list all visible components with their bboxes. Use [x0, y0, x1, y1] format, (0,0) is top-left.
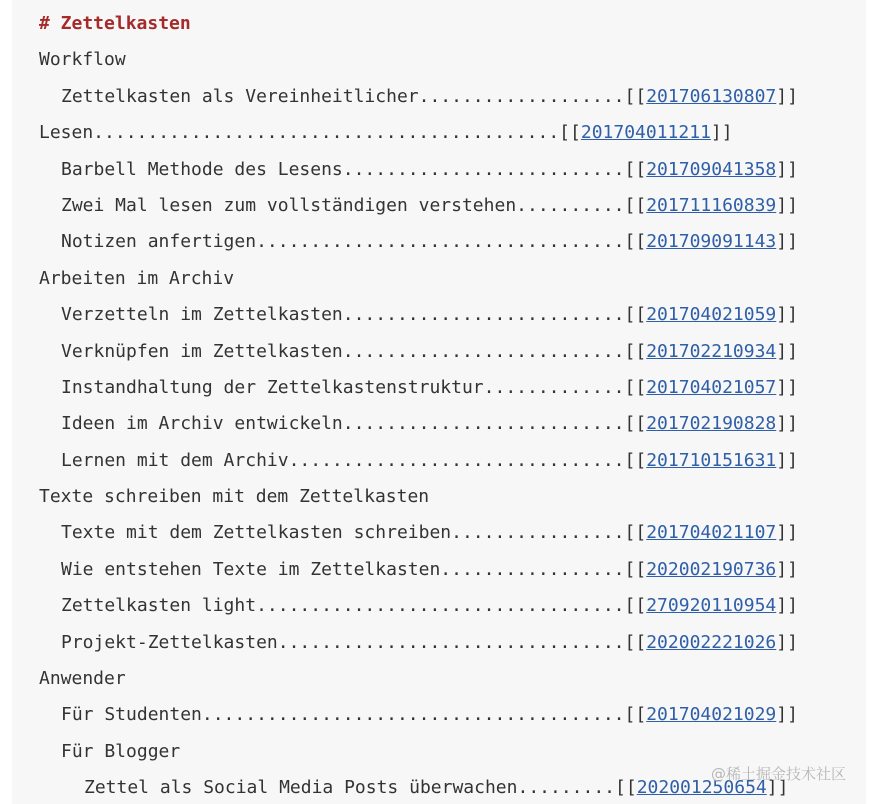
- link-open-bracket: [[: [624, 558, 647, 580]
- list-item: [39, 79, 866, 115]
- note-link[interactable]: 201709091143: [646, 231, 777, 253]
- note-link[interactable]: 201704021029: [646, 704, 777, 726]
- link-close-bracket: ]]: [776, 194, 798, 216]
- note-link[interactable]: 201704021107: [646, 522, 777, 544]
- link-open-bracket: [[: [624, 304, 647, 326]
- entry-text: Instandhaltung der Zettelkastenstruktur.............: [61, 376, 625, 398]
- note-link[interactable]: 201702210934: [646, 340, 777, 362]
- entry-text: Lernen mit dem Archiv...............................: [61, 449, 625, 471]
- link-close-bracket: ]]: [776, 413, 798, 435]
- link-open-bracket: [[: [624, 704, 647, 726]
- section-title-anwender: Anwender: [39, 668, 126, 690]
- note-link[interactable]: 201702190828: [646, 413, 777, 435]
- list-item: [39, 224, 866, 260]
- entry-text: Barbell Methode des Lesens..........................: [61, 158, 625, 180]
- list-item: [39, 370, 866, 406]
- list-item: [39, 697, 866, 733]
- link-close-bracket: ]]: [776, 85, 798, 107]
- link-close-bracket: ]]: [776, 158, 798, 180]
- document-heading: # Zettelkasten: [39, 13, 191, 34]
- subsection-title-blogger: Für Blogger: [61, 740, 181, 762]
- section-title-text: Lesen...........................................: [39, 122, 560, 144]
- link-open-bracket: [[: [615, 777, 637, 799]
- entry-text: Für Studenten.......................................: [61, 704, 625, 726]
- list-item: [39, 515, 866, 551]
- link-close-bracket: ]]: [776, 522, 798, 544]
- list-item: [39, 188, 866, 224]
- entry-text: Verknüpfen im Zettelkasten..........................: [61, 340, 625, 362]
- note-link[interactable]: 201711160839: [646, 194, 777, 216]
- entry-text: Zwei Mal lesen zum vollständigen verstehen..........: [61, 194, 625, 216]
- link-close-bracket: ]]: [776, 449, 798, 471]
- section-title-workflow: Workflow: [39, 49, 126, 71]
- link-open-bracket: [[: [624, 595, 647, 617]
- link-open-bracket: [[: [624, 231, 647, 253]
- entry-text: Zettelkasten light..................................: [61, 595, 625, 617]
- link-open-bracket: [[: [624, 194, 647, 216]
- note-link[interactable]: 201704021057: [646, 376, 777, 398]
- document-body: [39, 6, 866, 804]
- entry-text: Zettel als Social Media Posts überwachen.........: [84, 777, 616, 799]
- link-open-bracket: [[: [624, 449, 647, 471]
- section-title-texte: Texte schreiben mit dem Zettelkasten: [39, 486, 430, 508]
- list-item: [39, 297, 866, 333]
- note-link[interactable]: 201709041358: [646, 158, 777, 180]
- link-close-bracket: ]]: [766, 777, 789, 799]
- note-link[interactable]: 202001250654: [636, 777, 767, 799]
- link-close-bracket: ]]: [776, 631, 798, 653]
- list-item: [39, 625, 866, 661]
- entry-text: Projekt-Zettelkasten................................: [61, 631, 625, 653]
- link-close-bracket: ]]: [776, 376, 798, 398]
- link-close-bracket: ]]: [776, 231, 798, 253]
- link-open-bracket: [[: [624, 340, 647, 362]
- note-link[interactable]: 201710151631: [646, 449, 777, 471]
- note-link[interactable]: 201706130807: [646, 85, 777, 107]
- link-close-bracket: ]]: [776, 558, 798, 580]
- note-link[interactable]: 201704011211: [580, 122, 711, 144]
- entry-text: Notizen anfertigen..................................: [61, 231, 625, 253]
- section-title-arbeiten: Arbeiten im Archiv: [39, 267, 235, 289]
- list-item: [39, 588, 866, 624]
- entry-text: Verzetteln im Zettelkasten..........................: [61, 304, 625, 326]
- list-item: [39, 443, 866, 479]
- link-open-bracket: [[: [624, 158, 647, 180]
- link-open-bracket: [[: [624, 85, 647, 107]
- note-link[interactable]: 202002190736: [646, 558, 777, 580]
- link-close-bracket: ]]: [710, 122, 733, 144]
- list-item: [39, 334, 866, 370]
- entry-text: Texte mit dem Zettelkasten schreiben................: [61, 522, 625, 544]
- link-close-bracket: ]]: [776, 704, 798, 726]
- watermark: @稀土掘金技术社区: [710, 765, 846, 783]
- link-open-bracket: [[: [624, 376, 647, 398]
- link-open-bracket: [[: [624, 522, 647, 544]
- note-link[interactable]: 202002221026: [646, 631, 777, 653]
- entry-text: Zettelkasten als Vereinheitlicher...................: [61, 85, 625, 107]
- entry-text: Wie entstehen Texte im Zettelkasten.................: [61, 558, 625, 580]
- markdown-editor[interactable]: [12, 0, 866, 804]
- link-close-bracket: ]]: [776, 304, 798, 326]
- note-link[interactable]: 270920110954: [646, 595, 777, 617]
- link-open-bracket: [[: [624, 631, 647, 653]
- note-link[interactable]: 201704021059: [646, 304, 777, 326]
- link-open-bracket: [[: [624, 413, 647, 435]
- link-close-bracket: ]]: [776, 340, 798, 362]
- link-open-bracket: [[: [559, 122, 581, 144]
- list-item: [39, 152, 866, 188]
- list-item: [39, 406, 866, 442]
- link-close-bracket: ]]: [776, 595, 798, 617]
- section-title-lesen: [39, 115, 866, 151]
- entry-text: Ideen im Archiv entwickeln..........................: [61, 413, 625, 435]
- list-item: [39, 552, 866, 588]
